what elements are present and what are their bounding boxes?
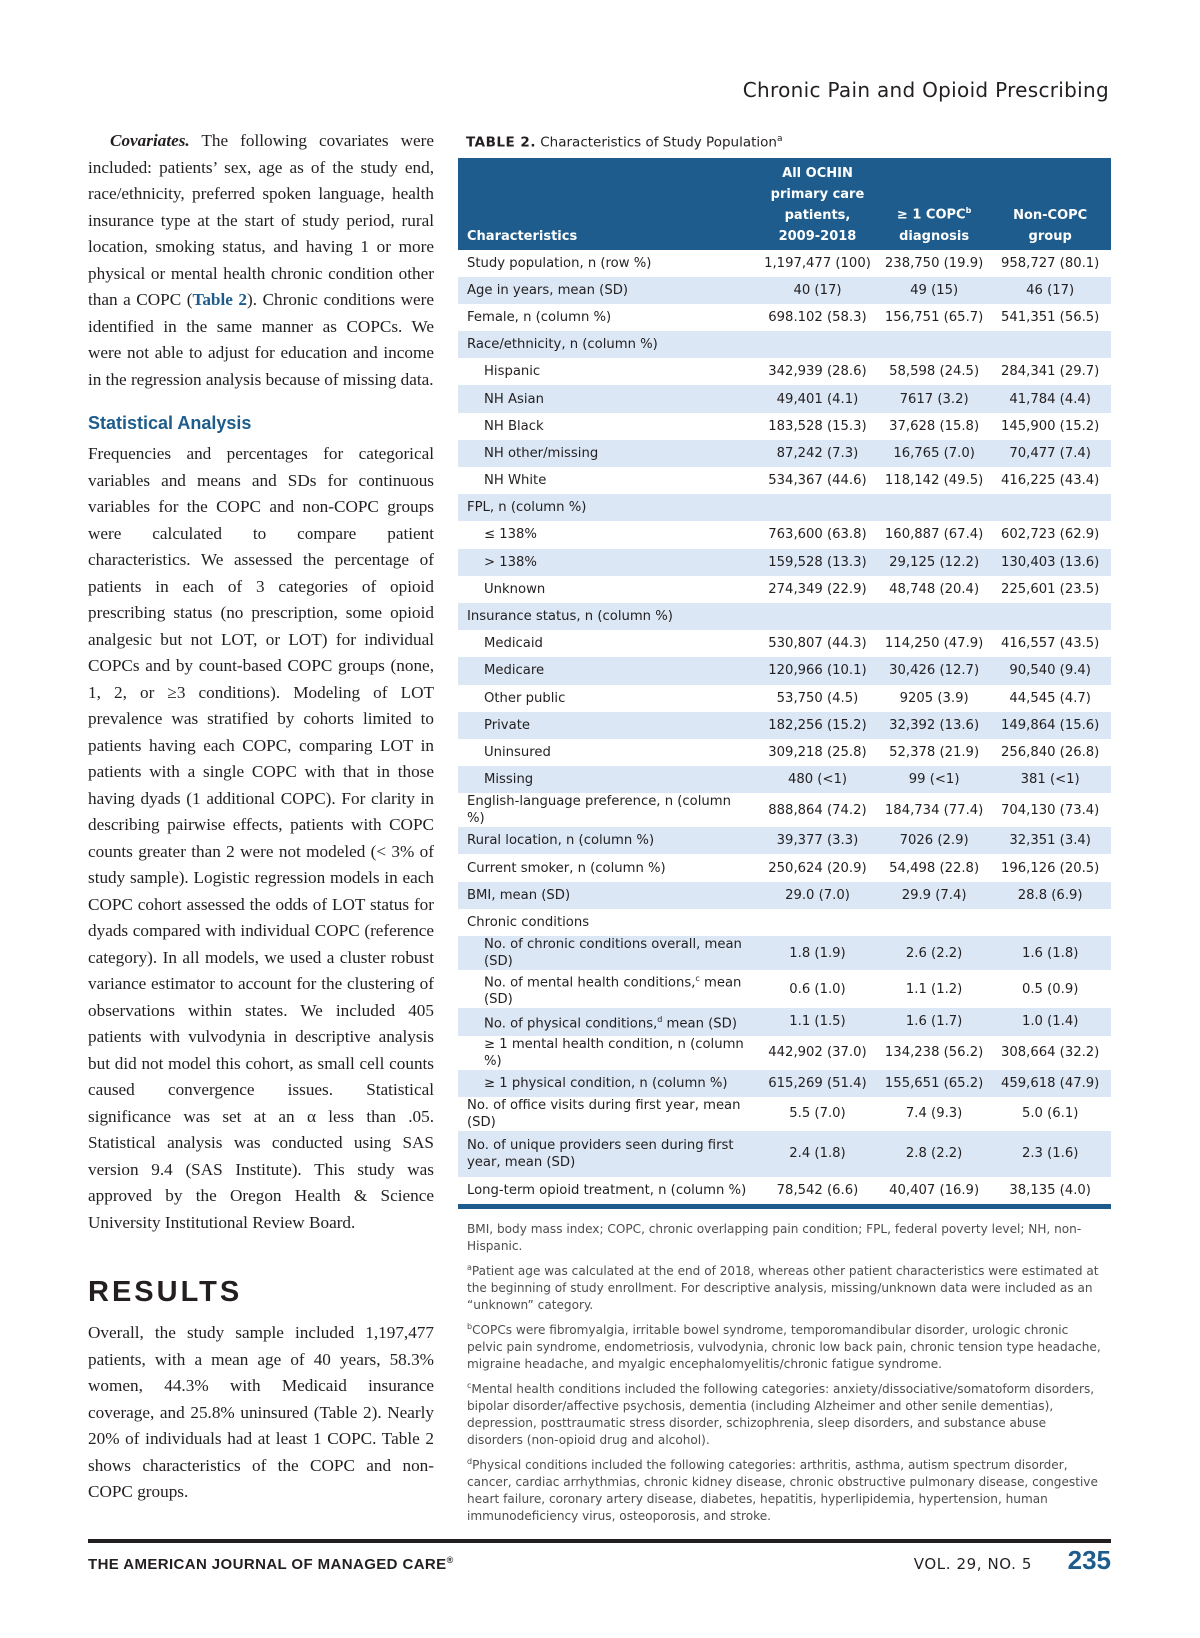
row-label <box>458 304 756 331</box>
row-label <box>458 1097 756 1131</box>
row-label <box>458 1070 756 1097</box>
footnote-d-mark: d <box>467 1457 473 1467</box>
cell-copc: 238,750 (19.9) <box>884 255 984 271</box>
cell-copc: 7.4 (9.3) <box>905 1106 963 1122</box>
row-label-text: Medicaid <box>484 636 543 652</box>
table-row <box>458 603 1111 630</box>
row-label-text: No. of mental health conditions, <box>484 975 696 991</box>
cell-non: 256,840 (26.8) <box>1000 744 1100 760</box>
cell-all: 29.0 (7.0) <box>756 882 879 909</box>
table-row <box>458 766 1111 793</box>
cell-all: 182,256 (15.2) <box>756 712 879 739</box>
footnote-d <box>467 1453 1103 1525</box>
table-row <box>458 1008 1111 1035</box>
cell-non: 958,727 (80.1) <box>1000 255 1100 271</box>
cell-copc <box>879 603 989 630</box>
table-title-footnote-mark: a <box>776 134 783 144</box>
cell-non: 284,341 (29.7) <box>1000 364 1100 380</box>
table-title-text: Characteristics of Study Population <box>540 134 777 151</box>
row-label-text-after: mean (SD) <box>484 975 742 1008</box>
cell-all: 480 (<1) <box>756 766 879 793</box>
table-bottom-rule <box>458 1204 1111 1209</box>
cell-non <box>989 909 1111 936</box>
cell-non: 225,601 (23.5) <box>1000 581 1100 597</box>
table-row <box>458 685 1111 712</box>
cell-all: 763,600 (63.8) <box>768 527 867 543</box>
row-label <box>458 1008 756 1035</box>
row-label-text-after: mean (SD) <box>662 1016 737 1032</box>
row-label-text: Rural location, n (column %) <box>467 833 655 849</box>
table-row <box>458 358 1111 385</box>
row-label-text: Race/ethnicity, n (column %) <box>467 337 658 353</box>
cell-copc: 58,598 (24.5) <box>889 364 980 380</box>
header-characteristics: Characteristics <box>458 158 756 250</box>
cell-copc <box>879 494 989 521</box>
cell-copc: 16,765 (7.0) <box>879 440 989 467</box>
cell-copc: 30,426 (12.7) <box>879 657 989 684</box>
table-row <box>458 440 1111 467</box>
row-label <box>458 1036 756 1070</box>
cell-all: 534,367 (44.6) <box>768 473 867 489</box>
cell-non: 38,135 (4.0) <box>1009 1182 1091 1198</box>
row-label <box>458 854 756 881</box>
table-title <box>458 130 1111 152</box>
covariates-text-2: ). Chronic conditions were identified in the same manner as COPCs. We were not able to adjust for education and income in the regression analysis because of missing data. <box>88 290 435 389</box>
cell-copc: 32,392 (13.6) <box>879 712 989 739</box>
cell-copc: 156,751 (65.7) <box>884 309 984 325</box>
cell-all: 442,902 (37.0) <box>768 1045 867 1061</box>
covariates-lead: Covariates. <box>110 131 190 150</box>
header-copc <box>879 158 989 250</box>
cell-copc: 54,498 (22.8) <box>889 860 980 876</box>
cell-copc: 37,628 (15.8) <box>889 418 980 434</box>
row-label-text: Insurance status, n (column %) <box>467 609 673 625</box>
cell-non: 541,351 (56.5) <box>1000 309 1100 325</box>
row-label-text: English-language preference, n (column %) <box>467 794 731 827</box>
cell-non: 130,403 (13.6) <box>989 549 1111 576</box>
cell-copc: 134,238 (56.2) <box>884 1045 984 1061</box>
footnote-a-text: Patient age was calculated at the end of 2018, whereas other patient characteristics were estimated at the beginning of study enrollment. For descriptive analysis, missing/unknown data were included as an “unknown” category. <box>467 1263 1099 1312</box>
cell-all: 274,349 (22.9) <box>768 581 867 597</box>
footnote-b-mark: b <box>467 1321 473 1331</box>
cell-all: 5.5 (7.0) <box>789 1106 846 1122</box>
row-label-text: Current smoker, n (column %) <box>467 860 666 876</box>
cell-all: 2.4 (1.8) <box>756 1131 879 1177</box>
table-row <box>458 385 1111 412</box>
footnote-a <box>467 1259 1103 1314</box>
table-row <box>458 712 1111 739</box>
row-label <box>458 712 756 739</box>
row-label-text: Uninsured <box>484 744 551 760</box>
table-2-link[interactable]: Table 2 <box>192 290 248 309</box>
cell-all: 309,218 (25.8) <box>768 744 867 760</box>
header-copc-footnote-mark: b <box>965 206 972 216</box>
row-label <box>458 576 756 603</box>
covariates-text-1: The following covariates were included: patients’ sex, age as of the study end, race/ethnicity, preferred spoken language, health insurance type at the start of study period, rural location, smoking status, and having 1 or more physical or mental health chronic condition other than a COPC ( <box>88 131 434 309</box>
row-label <box>458 882 756 909</box>
cell-non: 704,130 (73.4) <box>1000 802 1100 818</box>
cell-non: 32,351 (3.4) <box>989 827 1111 854</box>
row-label-text: NH Asian <box>484 391 544 407</box>
row-label-text: Long-term opioid treatment, n (column %) <box>467 1182 747 1198</box>
cell-non <box>989 494 1111 521</box>
cell-copc: 2.6 (2.2) <box>879 936 989 970</box>
cell-copc: 118,142 (49.5) <box>884 473 984 489</box>
row-label <box>458 630 756 657</box>
footnote-b-text: COPCs were fibromyalgia, irritable bowel syndrome, temporomandibular disorder, urologic chronic pelvic pain syndrome, endometriosis, vulvodynia, chronic low back pain, chronic tension type headache, migraine headache, and myalgic encephalomyelitis/chronic fatigue syndrome. <box>467 1323 1101 1372</box>
cell-non: 145,900 (15.2) <box>1000 418 1100 434</box>
table-row <box>458 854 1111 881</box>
cell-non: 90,540 (9.4) <box>989 657 1111 684</box>
cell-copc: 114,250 (47.9) <box>884 636 984 652</box>
cell-copc: 7617 (3.2) <box>879 385 989 412</box>
table-row <box>458 467 1111 494</box>
row-label <box>458 603 756 630</box>
table-row <box>458 1036 1111 1070</box>
footnote-c <box>467 1377 1103 1449</box>
cell-all: 49,401 (4.1) <box>756 385 879 412</box>
table-row <box>458 739 1111 766</box>
row-label <box>458 1177 756 1204</box>
cell-non: 46 (17) <box>989 277 1111 304</box>
cell-all: 78,542 (6.6) <box>776 1182 859 1198</box>
row-label-text: Missing <box>484 772 534 788</box>
row-label <box>458 1131 756 1177</box>
row-label-text: Female, n (column %) <box>467 309 612 325</box>
header-copc-text-2: diagnosis <box>899 228 970 244</box>
journal-name-text: THE AMERICAN JOURNAL OF MANAGED CARE <box>88 1556 447 1573</box>
row-label <box>458 936 756 970</box>
row-label-text: ≤ 138% <box>484 527 537 543</box>
footnote-a-mark: a <box>467 1262 472 1272</box>
row-label-text: Chronic conditions <box>467 914 590 930</box>
table-row <box>458 250 1111 277</box>
cell-all: 1,197,477 (100) <box>764 255 871 271</box>
cell-copc: 7026 (2.9) <box>879 827 989 854</box>
cell-all: 342,939 (28.6) <box>768 364 867 380</box>
row-label <box>458 385 756 412</box>
footnote-b <box>467 1318 1103 1373</box>
header-copc-text: ≥ 1 COPC <box>896 207 966 223</box>
table-row <box>458 630 1111 657</box>
cell-all: 1.1 (1.5) <box>756 1008 879 1035</box>
cell-copc: 99 (<1) <box>879 766 989 793</box>
row-label-text: No. of office visits during first year, mean (SD) <box>467 1097 741 1130</box>
cell-copc: 29,125 (12.2) <box>879 549 989 576</box>
cell-copc: 184,734 (77.4) <box>884 802 984 818</box>
table-row <box>458 970 1111 1008</box>
cell-all: 530,807 (44.3) <box>768 636 867 652</box>
table-header-row <box>458 158 1111 250</box>
row-label-text: Other public <box>484 690 566 706</box>
cell-all <box>756 494 879 521</box>
cell-non: 70,477 (7.4) <box>989 440 1111 467</box>
results-paragraph: Overall, the study sample included 1,197,477 patients, with a mean age of 40 years, 58.3% women, 44.3% with Medicaid insurance coverage, and 25.8% uninsured (Table 2). Nearly 20% of individuals had at least 1 COPC. Table 2 shows characteristics of the COPC and non-COPC groups. <box>88 1323 434 1501</box>
statistical-analysis-paragraph: Frequencies and percentages for categorical variables and means and SDs for continuous variables for the COPC and non-COPC groups were calculated to compare patient characteristics. We assessed the percentage of patients in each of 3 categories of opioid prescribing status (no prescription, some opioid analgesic but not LOT, or LOT) for individual COPCs and by count-based COPC groups (none, 1, 2, or ≥3 conditions). Modeling of LOT prevalence was stratified by cohorts limited to patients having each COPC, comparing LOT in patients with a single COPC with that in those having dyads (1 additional COPC). For clarity in describing pairwise effects, patients with COPC counts greater than 2 were not modeled (< 3% of study sample). Logistic regression models in each COPC cohort assessed the odds of LOT status for dyads compared with individual COPC (reference category). In all models, we used a cluster robust variance estimator to account for the clustering of observations within states. We included 405 patients with vulvodynia in descriptive analysis but did not model this cohort, as small cell counts caused convergence issues. Statistical significance was set at an α less than .05. Statistical analysis was conducted using SAS version 9.4 (SAS Institute). This study was approved by the Oregon Health & Science University Institutional Review Board. <box>88 444 434 1232</box>
cell-non: 2.3 (1.6) <box>989 1131 1111 1177</box>
row-label <box>458 440 756 467</box>
table-row <box>458 936 1111 970</box>
row-label <box>458 909 756 936</box>
row-label-text: Private <box>484 717 530 733</box>
header-non-copc: Non-COPC group <box>989 158 1111 250</box>
row-label-footnote-mark: c <box>695 974 700 983</box>
row-label <box>458 793 756 827</box>
row-label-text: FPL, n (column %) <box>467 500 587 516</box>
cell-copc: 48,748 (20.4) <box>889 581 980 597</box>
running-head: Chronic Pain and Opioid Prescribing <box>742 78 1109 102</box>
row-label-text: NH White <box>484 473 547 489</box>
table-row <box>458 304 1111 331</box>
row-label <box>458 331 756 358</box>
cell-non: 41,784 (4.4) <box>989 385 1111 412</box>
page-number: 235 <box>1067 1545 1111 1575</box>
cell-copc: 1.1 (1.2) <box>905 981 963 997</box>
row-label <box>458 549 756 576</box>
row-label-text: No. of unique providers seen during first year, mean (SD) <box>467 1137 734 1170</box>
table-row <box>458 1070 1111 1097</box>
row-label <box>458 739 756 766</box>
cell-all <box>756 331 879 358</box>
cell-non: 381 (<1) <box>989 766 1111 793</box>
statistical-analysis-heading: Statistical Analysis <box>88 413 252 433</box>
table-row <box>458 657 1111 684</box>
cell-non <box>989 603 1111 630</box>
cell-all: 698.102 (58.3) <box>768 309 867 325</box>
row-label-text: BMI, mean (SD) <box>467 887 571 903</box>
table-row <box>458 521 1111 548</box>
cell-non: 1.0 (1.4) <box>989 1008 1111 1035</box>
cell-non: 28.8 (6.9) <box>989 882 1111 909</box>
row-label <box>458 494 756 521</box>
table-row <box>458 576 1111 603</box>
row-label-text: Medicare <box>484 663 545 679</box>
cell-copc: 29.9 (7.4) <box>879 882 989 909</box>
table-row <box>458 1177 1111 1204</box>
table-row <box>458 827 1111 854</box>
table-row <box>458 494 1111 521</box>
cell-non: 44,545 (4.7) <box>1009 690 1091 706</box>
cell-all: 120,966 (10.1) <box>756 657 879 684</box>
table-label: TABLE 2. <box>466 134 536 151</box>
cell-all: 0.6 (1.0) <box>789 981 846 997</box>
table-footnotes <box>458 1221 1111 1525</box>
row-label-text: No. of physical conditions, <box>484 1016 658 1032</box>
journal-registered-mark: ® <box>446 1555 454 1565</box>
row-label <box>458 521 756 548</box>
cell-all <box>756 909 879 936</box>
row-label-text: Unknown <box>484 581 546 597</box>
cell-non: 196,126 (20.5) <box>1000 860 1100 876</box>
table-row <box>458 277 1111 304</box>
cell-all: 40 (17) <box>756 277 879 304</box>
table-row <box>458 1097 1111 1131</box>
cell-copc: 2.8 (2.2) <box>879 1131 989 1177</box>
row-label-text: > 138% <box>484 554 537 570</box>
cell-all: 250,624 (20.9) <box>768 860 867 876</box>
cell-copc: 1.6 (1.7) <box>879 1008 989 1035</box>
cell-all: 615,269 (51.4) <box>756 1070 879 1097</box>
cell-all: 159,528 (13.3) <box>756 549 879 576</box>
cell-non: 416,557 (43.5) <box>1000 636 1100 652</box>
footnote-c-text: Mental health conditions included the following categories: anxiety/dissociative/somatoform disorders, bipolar disorder/affective psychosis, dementia (including Alzheimer and other senile dementias), depression, posttraumatic stress disorder, schizophrenia, sleep disorders, and substance abuse disorders (non-opioid drug and alcohol). <box>467 1382 1095 1448</box>
row-label <box>458 970 756 1008</box>
row-label <box>458 766 756 793</box>
row-label <box>458 413 756 440</box>
cell-copc: 40,407 (16.9) <box>889 1182 980 1198</box>
left-text-column <box>88 128 434 1506</box>
cell-all: 183,528 (15.3) <box>768 418 867 434</box>
cell-copc: 9205 (3.9) <box>899 690 969 706</box>
row-label <box>458 277 756 304</box>
cell-non: 308,664 (32.2) <box>1000 1045 1100 1061</box>
cell-copc <box>879 331 989 358</box>
cell-all <box>756 603 879 630</box>
characteristics-table <box>458 158 1111 1204</box>
covariates-paragraph <box>88 128 434 393</box>
cell-non: 0.5 (0.9) <box>1021 981 1079 997</box>
row-label-text: ≥ 1 mental health condition, n (column %) <box>484 1036 744 1069</box>
table-body <box>458 250 1111 1204</box>
cell-all: 1.8 (1.9) <box>756 936 879 970</box>
cell-all: 39,377 (3.3) <box>756 827 879 854</box>
footer-rule <box>88 1539 1111 1543</box>
cell-non: 602,723 (62.9) <box>1000 527 1100 543</box>
row-label-text: NH other/missing <box>484 445 599 461</box>
row-label <box>458 250 756 277</box>
footer-journal-name <box>88 1555 454 1573</box>
table-row <box>458 549 1111 576</box>
row-label-footnote-mark: d <box>657 1015 663 1025</box>
footnote-c-mark: c <box>467 1381 472 1391</box>
footnote-abbreviations: BMI, body mass index; COPC, chronic overlapping pain condition; FPL, federal poverty level; NH, non-Hispanic. <box>467 1221 1082 1253</box>
results-heading: RESULTS <box>88 1276 243 1308</box>
cell-non: 459,618 (47.9) <box>989 1070 1111 1097</box>
table-2-container <box>458 130 1111 1529</box>
cell-copc: 49 (15) <box>879 277 989 304</box>
cell-all: 888,864 (74.2) <box>768 802 867 818</box>
table-row <box>458 331 1111 358</box>
cell-non <box>989 331 1111 358</box>
row-label-text: NH Black <box>484 418 544 434</box>
cell-copc <box>879 909 989 936</box>
header-all-patients: All OCHIN primary care patients, 2009-2018 <box>756 158 879 250</box>
cell-copc: 52,378 (21.9) <box>889 744 980 760</box>
table-row <box>458 1131 1111 1177</box>
cell-all: 53,750 (4.5) <box>776 690 859 706</box>
table-row <box>458 413 1111 440</box>
table-row <box>458 909 1111 936</box>
table-row <box>458 882 1111 909</box>
cell-copc: 160,887 (67.4) <box>884 527 984 543</box>
row-label <box>458 467 756 494</box>
footnote-d-text: Physical conditions included the following categories: arthritis, asthma, autism spectrum disorder, cancer, cardiac arrhythmias, chronic kidney disease, chronic obstructive pulmonary disease, congestive heart failure, coronary artery disease, diabetes, hepatitis, hyperlipidemia, hypertension, human immunodeficiency virus, osteoporosis, and stroke. <box>467 1458 1098 1524</box>
cell-non: 5.0 (6.1) <box>1021 1106 1079 1122</box>
table-row <box>458 793 1111 827</box>
row-label-text: No. of chronic conditions overall, mean (SD) <box>484 937 742 969</box>
row-label-text: ≥ 1 physical condition, n (column %) <box>484 1075 728 1091</box>
footer-volume: VOL. 29, NO. 5 <box>913 1555 1032 1573</box>
row-label <box>458 657 756 684</box>
row-label-text: Age in years, mean (SD) <box>467 282 628 298</box>
row-label <box>458 358 756 385</box>
cell-all: 87,242 (7.3) <box>756 440 879 467</box>
cell-non: 1.6 (1.8) <box>989 936 1111 970</box>
row-label-text: Study population, n (row %) <box>467 255 652 271</box>
row-label-text: Hispanic <box>484 364 541 380</box>
cell-non: 149,864 (15.6) <box>989 712 1111 739</box>
cell-copc: 155,651 (65.2) <box>879 1070 989 1097</box>
row-label <box>458 827 756 854</box>
row-label <box>458 685 756 712</box>
cell-non: 416,225 (43.4) <box>1000 473 1100 489</box>
